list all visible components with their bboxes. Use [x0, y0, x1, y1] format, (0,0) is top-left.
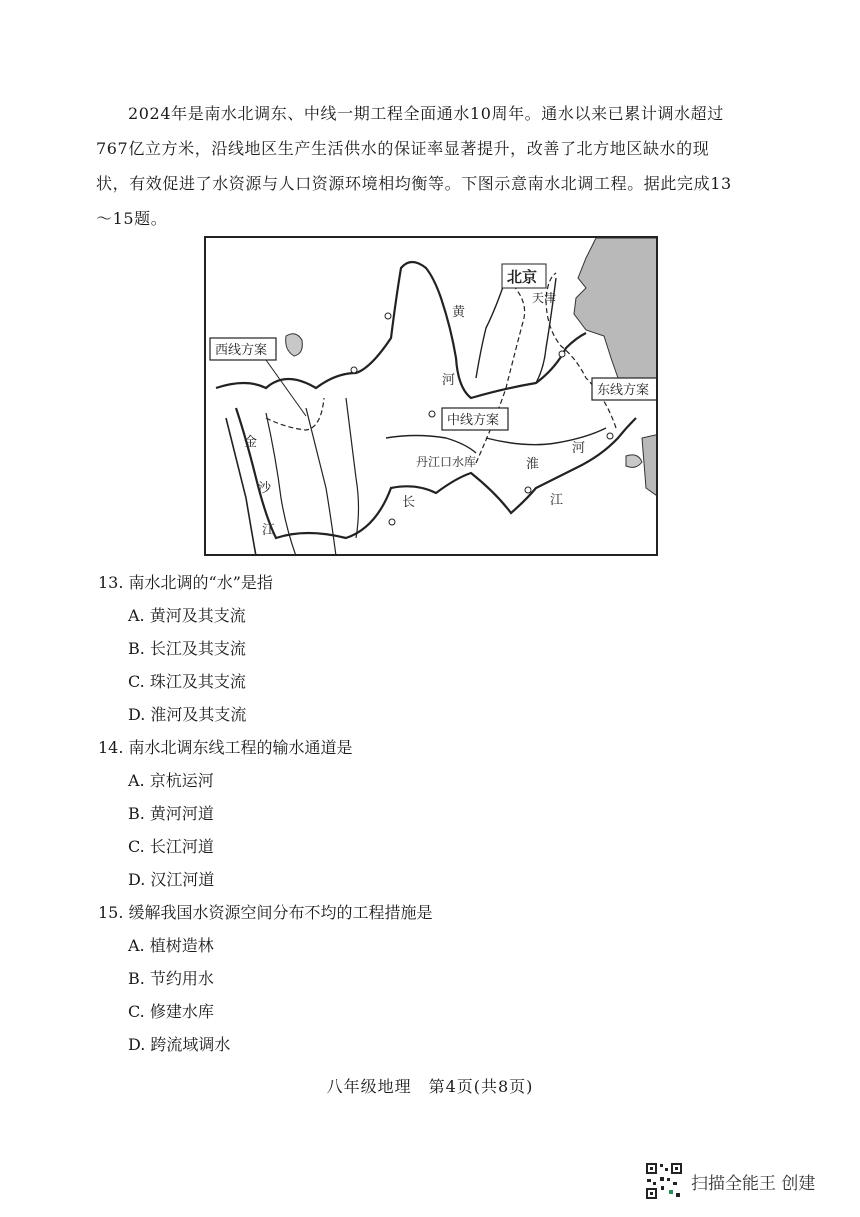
huang-char-1: 黄 — [452, 305, 466, 320]
east-route-label: 东线方案 — [597, 383, 650, 398]
option-b[interactable]: B. 长江及其支流 — [128, 639, 246, 658]
yellow-river-branch — [476, 278, 506, 378]
tianjin-label: 天津 — [532, 291, 557, 305]
station-dot — [389, 519, 395, 525]
danjiangkou-label: 丹江口水库 — [416, 455, 477, 469]
middle-route-line — [476, 278, 525, 463]
sea-area — [574, 238, 658, 398]
option-c[interactable]: C. 珠江及其支流 — [128, 672, 246, 691]
station-dot — [525, 487, 531, 493]
option-d[interactable]: D. 淮河及其支流 — [128, 705, 247, 724]
station-dot — [607, 433, 613, 439]
map-drawing — [206, 238, 658, 556]
jinsha-char-3: 江 — [262, 523, 276, 538]
option-d[interactable]: D. 跨流域调水 — [128, 1035, 231, 1054]
west-route-pointer — [266, 360, 306, 416]
river-west-4 — [346, 398, 359, 538]
west-route-line — [266, 398, 324, 430]
page-footer: 八年级地理 第4页(共8页) — [326, 1077, 534, 1096]
option-d[interactable]: D. 汉江河道 — [128, 870, 215, 889]
yangtze-river — [236, 408, 636, 538]
huang-char-2: 河 — [442, 373, 456, 388]
han-river — [386, 436, 476, 454]
huai-he-char: 河 — [572, 441, 586, 456]
lake-danjiangkou — [626, 455, 642, 467]
sea-area-south — [642, 434, 658, 498]
question-list — [98, 566, 738, 1061]
south-north-water-diversion-map — [204, 236, 658, 556]
station-dot — [559, 351, 565, 357]
question-14 — [98, 731, 738, 896]
jinsha-char-1: 金 — [244, 435, 258, 450]
option-a[interactable]: A. 植树造林 — [128, 936, 214, 955]
jinsha-char-2: 沙 — [258, 481, 272, 496]
option-a[interactable]: A. 黄河及其支流 — [128, 606, 246, 625]
scanner-watermark — [645, 1162, 815, 1200]
middle-route-label: 中线方案 — [447, 413, 500, 428]
option-b[interactable]: B. 节约用水 — [128, 969, 214, 988]
intro-paragraph — [96, 96, 736, 236]
chang-char: 长 — [402, 495, 416, 510]
station-dot — [385, 313, 391, 319]
option-c[interactable]: C. 修建水库 — [128, 1002, 214, 1021]
option-c[interactable]: C. 长江河道 — [128, 837, 214, 856]
question-13 — [98, 566, 738, 731]
intro-text: 2024年是南水北调东、中线一期工程全面通水10周年。通水以来已累计调水超过767亿立方米，沿线地区生产生活供水的保证率显著提升，改善了北方地区缺水的现状，有效促进了水资源与人口资源环境相均衡等。下图示意南水北调工程。据此完成13～15题。 — [96, 104, 732, 228]
option-b[interactable]: B. 黄河河道 — [128, 804, 214, 823]
chang-jiang-char: 江 — [550, 493, 564, 508]
question-stem: 15. 缓解我国水资源空间分布不均的工程措施是 — [98, 903, 433, 922]
beijing-label: 北京 — [507, 268, 538, 286]
watermark-text: 扫描全能王 创建 — [691, 1173, 816, 1194]
station-dot — [351, 367, 357, 373]
question-stem: 14. 南水北调东线工程的输水通道是 — [98, 738, 353, 757]
huai-char: 淮 — [526, 457, 540, 472]
lake — [286, 334, 303, 356]
qr-code-icon — [645, 1162, 683, 1200]
option-a[interactable]: A. 京杭运河 — [128, 771, 214, 790]
question-15 — [98, 896, 738, 1061]
station-dot — [429, 411, 435, 417]
west-route-label: 西线方案 — [215, 343, 268, 358]
question-stem: 13. 南水北调的“水”是指 — [98, 573, 273, 592]
